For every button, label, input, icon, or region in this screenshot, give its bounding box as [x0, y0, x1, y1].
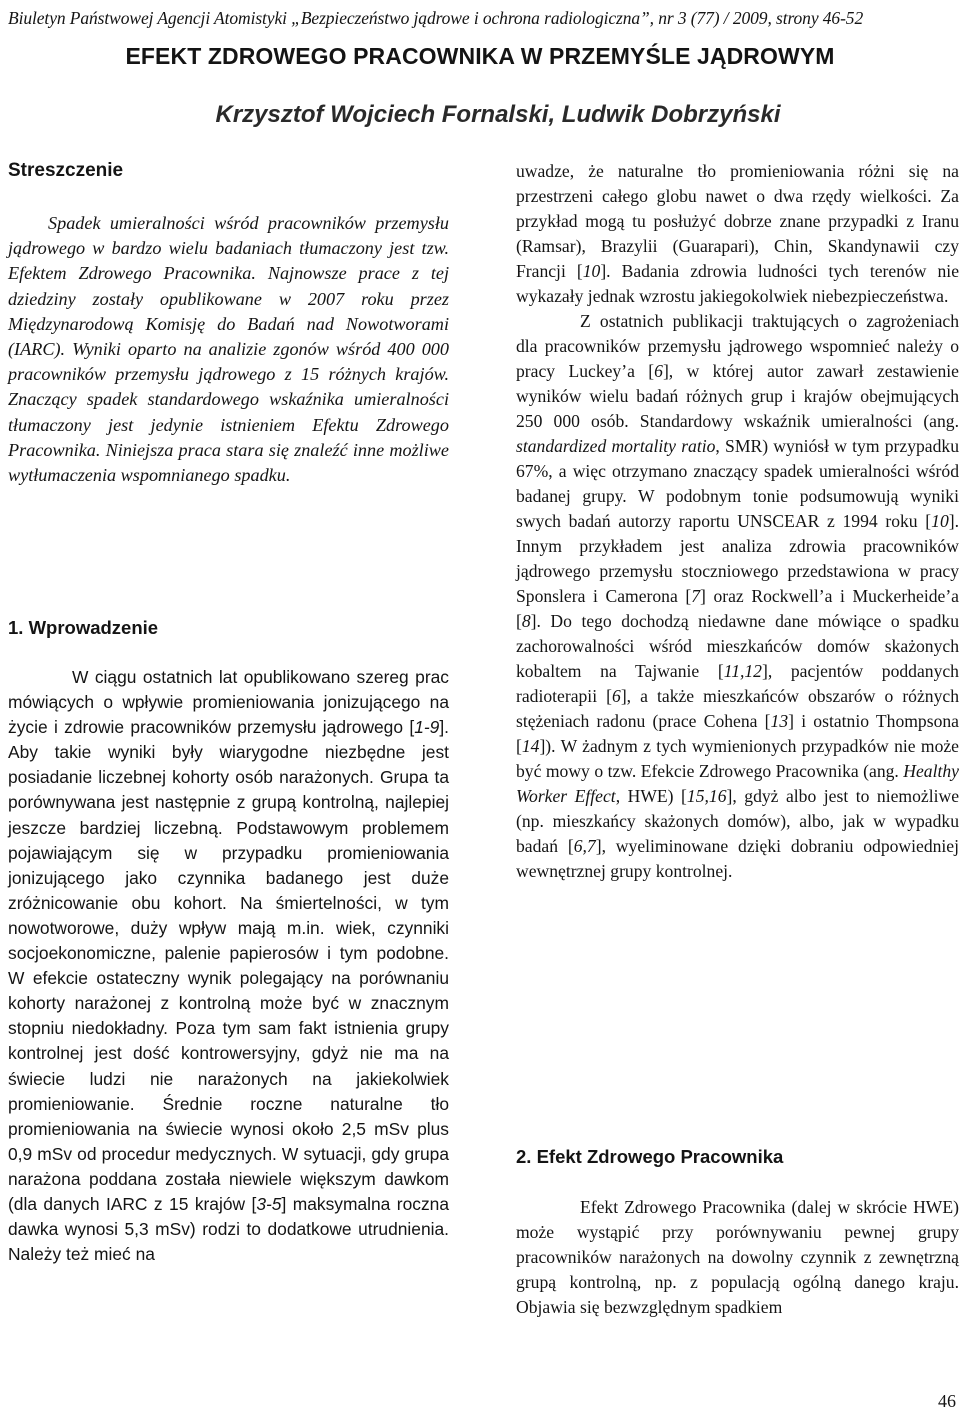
text-run: Nowotworami (IARC). [8, 313, 449, 360]
text-run: standardized mortality ratio [516, 436, 716, 456]
text-run: 3-5 [256, 1193, 282, 1214]
text-run: ]. Badania zdrowia ludności tych terenów nie wykazały jednak wzrostu jakiegokolwiek niebezpieczeństwa. [516, 261, 960, 306]
abstract-text [8, 211, 449, 488]
text-run: Znaczący spadek standardowego wskaźnika umieralności tłumaczony jest jedynie istnieniem Efektu [8, 389, 449, 435]
text-run: 6,7 [573, 836, 596, 856]
text-run: Wyniki oparto na analizie zgonów wśród 400 000 pracowników przemysłu jądrowego z 15 różnych krajów. [8, 339, 449, 385]
text-run: ], a także mieszkańców obszarów o różnych stężeniach radonu (prace Cohena [ [516, 686, 959, 731]
section-2-heading: 2. Efekt Zdrowego Pracownika [516, 1146, 784, 1167]
text-run: 15,16 [686, 786, 727, 806]
text-run: ], gdyż albo jest to niemożliwe (np. mieszkańcy skażonych domów), albo, jak w wypadku badań [ [516, 786, 959, 856]
text-run: 6 [612, 686, 621, 706]
text-run: ]. Do tego dochodzą niedawne dane mówiące o spadku zachorowalności wśród mieszkańców domów skażonych kobaltem na Tajwanie [ [516, 611, 959, 681]
text-run: ]). W żadnym z tych wymienionych przypadków nie może być mowy o tzw. Efekcie Zdrowego Pracownika (ang. [516, 736, 959, 781]
journal-header: Biuletyn Państwowej Agencji Atomistyki „Bezpieczeństwo jądrowe i ochrona radiologiczna”, nr 3 (77) / 2009, strony 46-52 [8, 8, 864, 28]
text-run: uwadze, że naturalne tło promieniowania różni się na przestrzeni całego globu nawet o dwa rzędy wielkości. Za przykład mogą tu posłużyć dobrze znane przypadki z Iranu (Ramsar), Brazylii (Guarapari), Chin, Skandynawii czy Francji [ [516, 161, 959, 281]
abstract-heading: Streszczenie [8, 160, 124, 181]
text-run: ]. Aby takie wyniki były wiarygodne niezbędne jest posiadanie liczebnej kohorty osób narażonych. Grupa ta porównywana jest następnie z grupą kontrolną, najlepiej jeszcze bardziej liczebną. Podstawowym problemem pojawiającym się w przypadku promieniowania jonizującego jako czynnika badanego jest duże zróżnicowanie obu kohort. Na śmiertelności, w tym nowotworowe, duży wpływ mają m.in. wiek, czynniki socjoekonomiczne, palenie papierosów i tym podobne. W efekcie ostateczny wynik polegający na porównaniu kohorty narażonej z kontrolną może być w znacznym stopniu niedokładny. Poza tym sam fakt istnienia grupy kontrolnej jest dość kontrowersyjny, gdyż nie ma na świecie ludzi nie narażonych na jakiekolwiek promieniowanie. Średnie roczne naturalne tło promieniowania na świecie wynosi około 2,5 mSv plus 0,9 mSv od procedur medycznych. W sytuacji, gdy grupa narażona poddana została niewiele większym dawkom (dla danych IARC z 15 krajów [ [8, 717, 449, 1214]
text-run: 1-9 [414, 717, 440, 738]
article-title: EFEKT ZDROWEGO PRACOWNIKA W PRZEMYŚLE JĄDROWYM [125, 43, 835, 69]
text-run: ], pacjentów poddanych radioterapii [ [516, 661, 959, 706]
text-run: 14 [521, 736, 540, 756]
text-run: 13 [770, 711, 789, 731]
right-paragraph-2 [516, 309, 959, 884]
text-run: Pracownika. [163, 263, 268, 284]
section-1-body [8, 665, 449, 1267]
text-run: W ciągu ostatnich lat opublikowano szereg prac mówiących o wpływie promieniowania jonizującego na życie i zdrowie pracowników przemysłu jądrowego [ [8, 667, 449, 738]
text-run: 10 [931, 511, 949, 531]
section-2-body: Efekt Zdrowego Pracownika (dalej w skrócie HWE) może wystąpić przy porównywaniu pewnej grupy pracowników narażonych na dowolny czynnik z zewnętrzną grupą kontrolną, np. z populacją ogólną danego kraju. Objawia się bezwzględnym spadkiem [516, 1197, 959, 1317]
right-paragraph-1 [516, 159, 959, 309]
text-run: Niniejsza praca stara się znaleźć inne możliwe wytłumaczenia wspomnianego spadku. [8, 439, 449, 486]
text-run: 7 [691, 586, 701, 606]
text-run: 6 [654, 361, 663, 381]
text-run: Najnowsze prace z tej dziedziny zostały opublikowane w 2007 roku przez Międzynarodową Komisję do Badań nad [8, 263, 449, 334]
text-run: ], wyeliminowane dzięki dobraniu odpowiedniej wewnętrznej grupy kontrolnej. [516, 836, 959, 881]
text-run: ] i ostatnio Thompsona [ [516, 711, 959, 756]
text-run: , SMR) wyniósł w tym przypadku 67%, a więc otrzymano znaczący spadek umieralności wśród badanej grupy. W podobnym tonie podsumowują wyniki swych badań autorzy raportu UNSCEAR z 1994 roku [ [516, 436, 959, 531]
text-run: ], w której autor zawarł zestawienie wyników wielu badań różnych grup i krajów obejmujących 250 000 osób. Standardowy wskaźnik umieralności (ang. [516, 361, 959, 431]
section-1-heading: 1. Wprowadzenie [8, 617, 159, 638]
text-run: 8 [521, 611, 531, 631]
text-run: ]. Innym przykładem jest analiza zdrowia pracowników jądrowego przemysłu stoczniowego przedstawiona w pracy Sponslera i Camerona [ [516, 511, 959, 606]
article-authors: Krzysztof Wojciech Fornalski, Ludwik Dobrzyński [215, 101, 781, 128]
page-number: 46 [938, 1391, 956, 1411]
text-run: 10 [582, 261, 601, 281]
text-run: Spadek umieralności wśród pracowników przemysłu jądrowego w bardzo wielu badaniach tłumaczony jest tzw. Efektem Zdrowego [8, 213, 449, 284]
text-run: Zdrowego Pracownika. [8, 414, 449, 460]
text-run: , HWE) [ [615, 786, 687, 806]
text-run: Healthy Worker Effect [516, 761, 959, 806]
right-column [516, 159, 959, 884]
text-run: ] oraz Rockwell’a i Muckerheide’a [ [516, 586, 959, 631]
text-run: ] maksymalna roczna dawka wynosi 5,3 mSv) rodzi to dodatkowe utrudnienia. Należy też mieć na [8, 1193, 449, 1265]
text-run: Z ostatnich publikacji traktujących o zagrożeniach dla pracowników przemysłu jądrowego wspomnieć należy o pracy Luckey’a [ [516, 311, 959, 381]
text-run: 11,12 [723, 661, 762, 681]
